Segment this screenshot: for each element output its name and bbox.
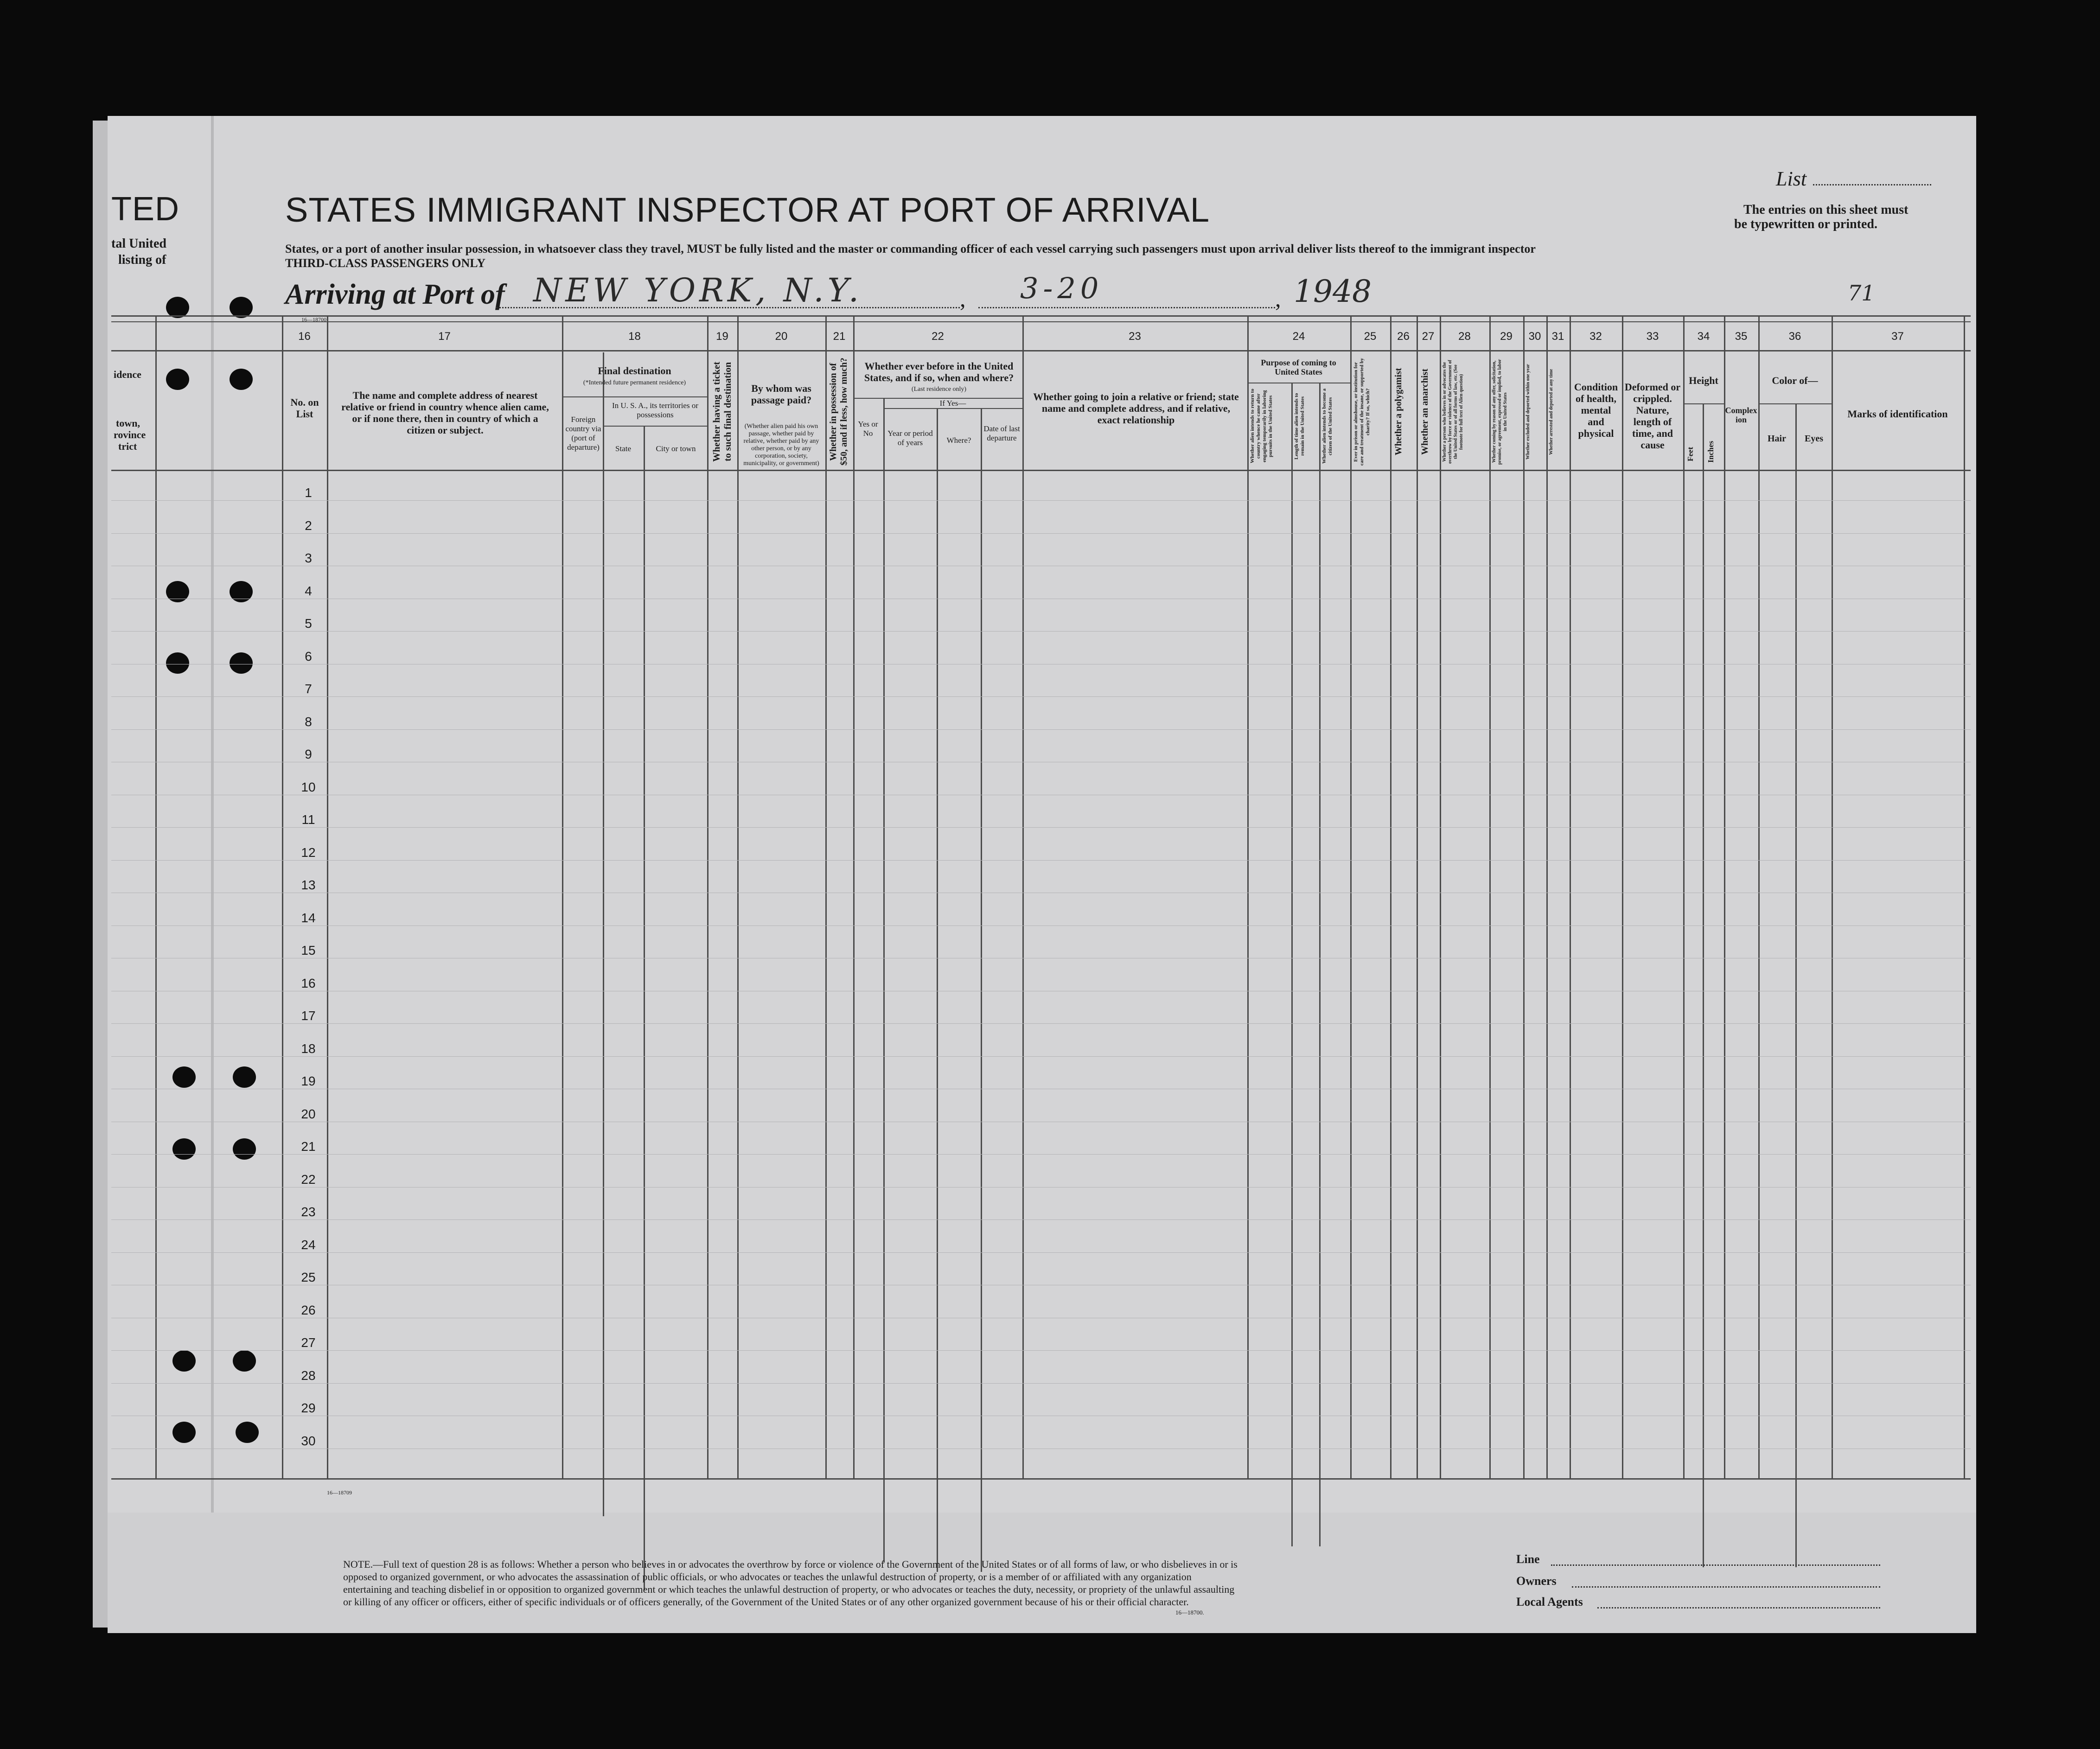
table-row <box>111 1350 1971 1351</box>
header-in-usa: In U. S. A., its territories or possessions <box>612 401 699 419</box>
col-line-18-right <box>707 315 709 1479</box>
punch-hole <box>230 652 253 674</box>
col-line-31-right <box>1570 315 1571 1479</box>
header-purpose-b: Length of time alien intends to remain in the United States <box>1294 393 1305 460</box>
table-bottom-rule <box>111 1478 1971 1480</box>
punch-hole <box>172 1422 196 1443</box>
header-if-yes: If Yes— <box>939 399 966 408</box>
header-deformed: Deformed or crippled. Nature, length of time, and cause <box>1624 381 1681 451</box>
form-code-bottom: 16—18709 <box>327 1489 352 1496</box>
page-subtitle: States, or a port of another insular possession, in whatsoever class they travel, MUST be fully listed and the master or commanding officer of each vessel carrying such passengers must upon arrival deliver lists thereof to the immigrant inspector <box>285 242 1536 255</box>
left-fragment-line1: tal United <box>111 236 166 251</box>
header-color-of: Color of— <box>1772 375 1818 386</box>
typewritten-note-1: The entries on this sheet must <box>1743 203 1909 217</box>
header-foreign-country: Foreign country via (port of departure) <box>565 415 601 452</box>
row-number: 4 <box>305 583 312 598</box>
punch-hole <box>230 369 253 390</box>
header-ever-before-note: (Last residence only) <box>911 386 967 393</box>
col-line-36-right <box>1832 315 1833 1479</box>
row-number: 12 <box>301 845 316 860</box>
row-number: 14 <box>301 910 316 925</box>
colnum-30: 30 <box>1528 330 1541 343</box>
punch-hole <box>236 1422 259 1443</box>
punch-hole <box>166 652 189 674</box>
colnum-37: 37 <box>1891 330 1904 343</box>
col-line-37-right <box>1964 315 1965 1479</box>
typewritten-note-2: be typewritten or printed. <box>1734 217 1877 231</box>
col-line-20-right <box>825 315 827 1479</box>
row-number: 26 <box>301 1302 316 1317</box>
row-number: 16 <box>301 976 316 990</box>
left-fragment-col2: town, <box>116 417 140 429</box>
col-line-26-right <box>1417 315 1418 1479</box>
header-marks: Marks of identification <box>1847 408 1948 420</box>
header-no-on-list: No. on List <box>290 396 319 420</box>
col-line-34-mid <box>1703 403 1704 1567</box>
colnum-22: 22 <box>932 330 944 343</box>
header-arrested: Whether arrested and deported at any time <box>1549 369 1554 455</box>
row-number: 21 <box>301 1139 316 1154</box>
page-fold-line <box>211 116 214 1633</box>
col-line-27-right <box>1440 315 1441 1479</box>
header-where: Where? <box>946 436 971 445</box>
col-line-frag <box>155 315 157 1479</box>
col-line-19-right <box>737 315 739 1479</box>
table-row <box>111 1252 1971 1253</box>
owners-label: Owners <box>1516 1574 1557 1588</box>
row-number: 19 <box>301 1074 316 1088</box>
header-purpose-c: Whether alien intends to become a citizen of the United States <box>1321 388 1333 464</box>
header-height: Height <box>1689 375 1718 386</box>
header-complexion: Complexion <box>1725 406 1757 424</box>
table-row <box>111 1219 1971 1220</box>
header-final-destination: Final destination <box>598 365 671 377</box>
colnum-20: 20 <box>775 330 788 343</box>
header-yes-or-no: Yes or No <box>858 420 878 438</box>
class-line: THIRD-CLASS PASSENGERS ONLY <box>285 256 486 270</box>
col-line-24b <box>1319 383 1321 1546</box>
row-number: 8 <box>305 714 312 729</box>
header-state: State <box>615 444 631 453</box>
colnum-21: 21 <box>833 330 846 343</box>
row-number: 18 <box>301 1041 316 1056</box>
col-line-29-right <box>1523 315 1525 1479</box>
colnum-29: 29 <box>1500 330 1513 343</box>
colnum-18: 18 <box>628 330 641 343</box>
year-handwritten: 1948 <box>1294 274 1372 309</box>
col-line-22b <box>937 408 938 1572</box>
row-number: 24 <box>301 1237 316 1252</box>
col-line-30-right <box>1546 315 1548 1479</box>
table-row <box>111 1023 1971 1024</box>
colnum-36: 36 <box>1788 330 1801 343</box>
header-polygamist: Whether a polygamist <box>1393 368 1404 456</box>
header-feet: Feet <box>1686 447 1695 461</box>
list-blank <box>1813 183 1931 185</box>
punch-hole <box>230 581 253 602</box>
colnum-24: 24 <box>1292 330 1305 343</box>
row-number: 13 <box>301 878 316 892</box>
colnum-17: 17 <box>438 330 451 343</box>
row-number: 7 <box>305 682 312 696</box>
comma-1: , <box>960 286 966 312</box>
left-fragment-col3: rovince <box>114 429 146 440</box>
header-purpose: Purpose of coming to United States <box>1261 358 1336 377</box>
table-row <box>111 1383 1971 1384</box>
punch-hole <box>166 369 189 390</box>
row-number: 29 <box>301 1401 316 1415</box>
colnum-16: 16 <box>298 330 311 343</box>
row-number: 17 <box>301 1009 316 1023</box>
colnum-25: 25 <box>1364 330 1377 343</box>
col-line-24a <box>1291 383 1293 1546</box>
col-line-18a <box>603 352 604 1516</box>
header-possession-50: Whether in possession of $50, and if less, how much? <box>828 357 849 466</box>
col-line-22c <box>981 408 982 1572</box>
table-top-rule-2 <box>111 321 1971 322</box>
punch-hole <box>166 581 189 602</box>
row-number: 10 <box>301 779 316 794</box>
col36-subrule <box>1758 403 1832 404</box>
col-line-22-right <box>1022 315 1024 1479</box>
col-line-22a <box>883 399 885 1563</box>
header-final-destination-note: (*Intended future permanent residence) <box>583 379 686 386</box>
local-agents-blank <box>1597 1606 1880 1609</box>
col-line-21-right <box>853 315 855 1479</box>
page-title: STATES IMMIGRANT INSPECTOR AT PORT OF ARRIVAL <box>285 191 1210 229</box>
header-prison: Ever in prison or almshouse, or institution for care and treatment of the insane, or supported by charity? If so, which? <box>1353 358 1371 466</box>
arriving-label: Arriving at Port of <box>285 279 505 310</box>
row-number: 1 <box>305 485 312 500</box>
row-number: 23 <box>301 1205 316 1219</box>
header-passage-paid: By whom was passage paid? <box>751 383 812 406</box>
header-city-or-town: City or town <box>656 444 696 453</box>
header-overthrow: Whether a person who believes in or advocates the overthrow by force or violence of the Government of the United States or of all forms of law, etc. (See footnote for full text of Alien question) <box>1442 360 1464 464</box>
col-line-24-right <box>1350 315 1352 1479</box>
col-line-28-right <box>1489 315 1491 1479</box>
row-number: 9 <box>305 747 312 761</box>
col18-subrule-1 <box>562 396 707 397</box>
table-row <box>111 1154 1971 1155</box>
table-row <box>111 500 1971 501</box>
header-anarchist: Whether an anarchist <box>1420 369 1430 455</box>
comma-2: , <box>1275 286 1281 312</box>
colnum-35: 35 <box>1735 330 1748 343</box>
table-row <box>111 631 1971 632</box>
row-number: 5 <box>305 616 312 631</box>
row-number: 2 <box>305 518 312 533</box>
table-row <box>111 696 1971 697</box>
date-handwritten: 3-20 <box>1020 271 1104 305</box>
col22-subrule-2 <box>883 408 1022 409</box>
footnote-text: NOTE.—Full text of question 28 is as follows: Whether a person who believes in or advocates the overthrow by force or violence of the Government of the United States or of all forms of law, or who disbelieves in or is opposed to organized government, or who advocates the assassination of public officials, or who advocates or teaches the unlawful destruction of property, or is a member of or affiliated with any organization entertaining and teaching disbelief in or opposition to organized government or which teaches the unlawful destruction of property, or who advocates or teaches the duty, necessity, or propriety of the unlawful assaulting or killing of any officer or officers, either of specific individuals or of officers generally, of the Government of the United States or of any other organized government because of his or their official character. <box>343 1558 1238 1608</box>
row-number: 11 <box>301 812 315 827</box>
footnote-code: 16—18700. <box>1175 1609 1204 1616</box>
row-number: 28 <box>301 1368 316 1383</box>
col-line-33-right <box>1683 315 1685 1479</box>
local-agents-label: Local Agents <box>1516 1595 1583 1609</box>
row-number: 6 <box>305 649 312 664</box>
punch-hole <box>233 1350 256 1372</box>
owners-blank <box>1572 1585 1880 1588</box>
header-ever-before: Whether ever before in the United States, and if so, when and where? <box>864 360 1014 383</box>
table-row <box>111 729 1971 730</box>
date-blank <box>978 306 1275 308</box>
col-line-32-right <box>1622 315 1623 1479</box>
form-code: 16—18700 <box>301 316 326 323</box>
row-number: 27 <box>301 1335 316 1350</box>
col-line-23-right <box>1247 315 1249 1479</box>
col34-subrule <box>1683 403 1724 404</box>
punch-hole <box>233 1066 256 1088</box>
header-purpose-a: Whether alien intends to return to country whence he came after engaging temporarily in laboring pursuits in the United States <box>1250 389 1273 464</box>
header-health: Condition of health, mental and physical <box>1574 381 1618 439</box>
header-inches: Inches <box>1706 440 1715 463</box>
header-nearest-relative: The name and complete address of nearest relative or friend in country whence alien came, or if none there, then in country of which a citizen or subject. <box>341 389 549 436</box>
row-number: 25 <box>301 1270 316 1284</box>
header-hair: Hair <box>1768 434 1786 444</box>
table-row <box>111 1056 1971 1057</box>
colnum-19: 19 <box>716 330 728 343</box>
colnum-34: 34 <box>1697 330 1710 343</box>
col-line-35-right <box>1758 315 1760 1479</box>
colnum-33: 33 <box>1646 330 1659 343</box>
header-bottom-rule <box>111 470 1971 471</box>
colnum-32: 32 <box>1589 330 1602 343</box>
line-label: Line <box>1516 1552 1540 1566</box>
header-excluded: Whether excluded and deported within one year <box>1526 364 1531 460</box>
colnum-27: 27 <box>1422 330 1435 343</box>
col-line-16-left <box>282 315 283 1479</box>
colnum-rule <box>111 350 1971 351</box>
left-fragment-col4: trict <box>118 440 137 452</box>
punch-hole <box>233 1138 256 1160</box>
manifest-sheet <box>108 116 1976 1633</box>
header-ticket: Whether having a ticket to such final destination <box>711 361 733 462</box>
list-label: List <box>1776 167 1807 190</box>
table-row <box>111 860 1971 861</box>
table-top-rule <box>111 315 1971 317</box>
left-fragment-line2: listing of <box>118 253 166 267</box>
row-number: 30 <box>301 1433 316 1448</box>
colnum-23: 23 <box>1129 330 1141 343</box>
row-number: 15 <box>301 943 316 957</box>
col-line-36-mid <box>1795 403 1797 1567</box>
row-number: 20 <box>301 1106 316 1121</box>
left-fragment-title: TED <box>111 191 179 228</box>
colnum-26: 26 <box>1397 330 1410 343</box>
table-row <box>111 827 1971 828</box>
col-line-25-right <box>1390 315 1391 1479</box>
punch-hole <box>172 1066 196 1088</box>
col18-subrule-2 <box>603 426 707 427</box>
header-date-last-departure: Date of last departure <box>983 424 1020 442</box>
colnum-28: 28 <box>1458 330 1471 343</box>
left-fragment-col1: idence <box>114 369 141 380</box>
row-number: 3 <box>305 551 312 565</box>
row-number: 22 <box>301 1172 316 1187</box>
col-line-34-right <box>1724 315 1725 1479</box>
header-year-or-period: Year or period of years <box>887 429 933 447</box>
header-going-to-join: Whether going to join a relative or friend; state name and complete address, and if relative, exact relationship <box>1033 391 1239 426</box>
line-blank <box>1551 1564 1880 1566</box>
header-offer-solicitation: Whether coming by reason of any offer, solicitation, promise, or agreement, expressed or implied, to labor in the United States <box>1492 359 1508 465</box>
header-passage-paid-note: (Whether alien paid his own passage, whether paid by relative, whether paid by any other person, or by any corporation, society, municipality, or government) <box>743 423 819 467</box>
page-mark: 71 <box>1848 281 1875 306</box>
punch-hole <box>172 1138 196 1160</box>
header-eyes: Eyes <box>1805 434 1823 444</box>
punch-hole <box>172 1350 196 1372</box>
table-row <box>111 533 1971 534</box>
colnum-31: 31 <box>1551 330 1564 343</box>
col22-subrule-1 <box>853 398 1022 399</box>
col-line-17-right <box>562 315 563 1479</box>
port-handwritten: NEW YORK, N.Y. <box>533 271 863 309</box>
